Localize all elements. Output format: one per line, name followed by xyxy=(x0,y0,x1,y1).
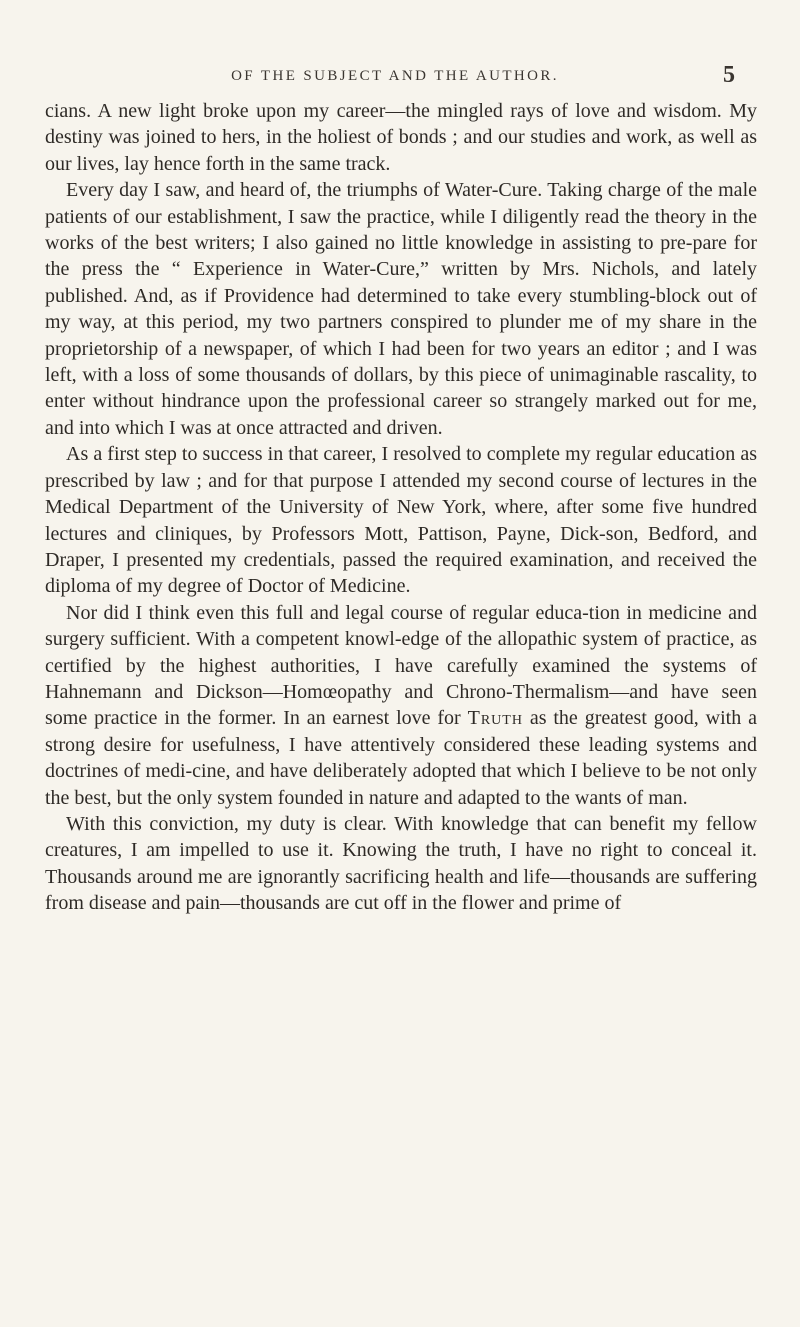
paragraph-systems-of-medicine xyxy=(45,600,757,811)
paragraph-medical-education: As a first step to success in that career, I resolved to complete my regular education as prescribed by law ; and for that purpose I attended my second course of lectures in the Medical Department of the University of New York, where, after some five hundred lectures and cliniques, by Professors Mott, Pattison, Payne, Dick-son, Bedford, and Draper, I presented my credentials, passed the required examination, and received the diploma of my degree of Doctor of Medicine. xyxy=(45,443,757,598)
paragraph-text-part: as the greatest good, with a strong desire for usefulness, I have attentively considered these leading systems and doctrines of medi-cine, and have deliberately adopted that which I believe to be not only the best, but the only system founded in nature and adapted to the wants of man. xyxy=(45,707,757,809)
paragraph-water-cure: Every day I saw, and heard of, the triumphs of Water-Cure. Taking charge of the male patients of our establishment, I saw the practice, while I diligently read the theory in the works of the best writers; I also gained no little knowledge in assisting to pre-pare for the press the “ Experience in Water-Cure,” written by Mrs. Nichols, and lately published. And, as if Providence had determined to take every stumbling-block out of my way, at this period, my two partners conspired to plunder me of my share in the proprietorship of a newspaper, of which I had been for two years an editor ; and I was left, with a loss of some thousands of dollars, by this piece of unimaginable rascality, to enter without hindrance upon the professional career so strangely marked out for me, and into which I was at once attracted and driven. xyxy=(45,179,757,439)
paragraph-continued: cians. A new light broke upon my career—the mingled rays of love and wisdom. My destiny was joined to hers, in the holiest of bonds ; and our studies and work, as well as our lives, lay hence forth in the same track. xyxy=(45,100,757,175)
running-title: OF THE SUBJECT AND THE AUTHOR. xyxy=(231,68,559,84)
paragraph-conviction: With this conviction, my duty is clear. With knowledge that can benefit my fellow creatures, I am impelled to use it. Knowing the truth, I have no right to conceal it. Thousands around me are ignorantly sacrificing health and life—thousands are suffering from disease and pain—thousands are cut off in the flower and prime of xyxy=(45,812,757,915)
page-number: 5 xyxy=(723,62,735,88)
paragraph-text-part: Nor did I think even this full and legal course of regular educa-tion in medicine and surgery sufficient. With a competent knowl-edge of the allopathic system of practice, as certified by the highest authorities, I have carefully examined the systems of Hahnemann and Dickson—Homœopathy and Chrono-Thermalism—and have seen some practice in the former. In an earnest love for xyxy=(45,601,757,730)
body-text xyxy=(45,98,757,917)
truth-small-caps: Truth xyxy=(467,707,523,730)
running-head xyxy=(95,64,735,94)
